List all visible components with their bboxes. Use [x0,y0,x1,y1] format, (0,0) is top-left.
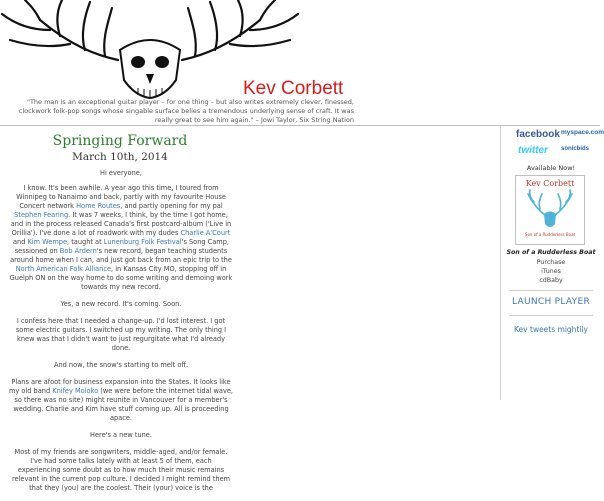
link-charlie-acourt[interactable]: Charlie A'Court [180,229,231,237]
text: Plans are afoot for business expansion into the States. It looks like my old band [8,378,231,395]
post-paragraph: I confess here that I needed a change-up. I'd lost interest. I got some electric guitars. I switched up my writing. The only thing I knew was that I didn't want to just regurgitate what I'd already done. [15,317,227,352]
link-stephen-fearing[interactable]: Stephen Fearing [14,211,69,219]
link-kim-wempe[interactable]: Kim Wempe [27,238,68,246]
link-lunenburg-folk-festival[interactable]: Lunenburg Folk Festival [103,238,182,246]
launch-player-button[interactable]: LAUNCH PLAYER [511,297,591,307]
link-north-american-folk-alliance[interactable]: North American Folk Alliance [15,265,112,273]
sidebar-divider [509,290,593,291]
album-cover[interactable] [515,175,585,245]
site-header [0,0,600,125]
purchase-label: Purchase [536,259,566,266]
post-paragraph: Here's a new tune. [90,431,152,439]
twitter-link[interactable]: twitter [518,145,548,156]
text: . It was 7 weeks, I think, by the time I got home, and in the process released Canada's first postcard-album ('Live in Orillia'). I've done a lot of roadwork with my dudes [10,211,232,237]
post-date: March 10th, 2014 [72,151,168,163]
post-paragraph: Most of my friends are songwriters, middle-aged, and/or female. I've had some talks lately with at least 5 of them, each experiencing some doubt as to how much their music remains relevant in the current pop culture. I decided I might remind them that they (you) are the coolest. Their (your) voice is the [11,448,231,492]
cdbaby-link[interactable]: cdBaby [539,277,563,284]
itunes-link[interactable]: iTunes [541,268,561,275]
site-title[interactable]: Kev Corbett [243,78,344,99]
text: and [12,238,28,246]
twitter-feed-link[interactable]: Kev tweets mightily [514,325,588,334]
blog-post [0,126,500,492]
text: , taught at [67,238,104,246]
text: 's Song Camp, sessioned on [14,238,230,255]
link-bob-ardern[interactable]: Bob Ardern [59,247,97,255]
post-body [8,169,234,501]
myspace-link[interactable]: myspace.com [561,129,604,136]
link-home-routes[interactable]: Home Routes [76,202,121,210]
text: (we were before the internet tidal wave, so there was no site) might reunite in Vancouver for a member's wedding. Charlie and Kim have stuff coming up. All is proceeding apace. [13,387,234,422]
text: 's new record, began teaching students around home when I can, and just got back from an epic trip to the [10,247,232,264]
album-cover-band-name: Kev Corbett [525,179,575,188]
album-title: Son of a Rudderless Boat [506,249,596,256]
post-paragraph [8,184,234,292]
facebook-link[interactable]: facebook [516,129,560,140]
post-paragraph: Yes, a new record. It's coming. Soon. [60,300,182,308]
header-quote: "The man is an exceptional guitar player – for one thing – but also writes extremely clever, finessed, clockwork folk-pop songs whose singable surface belies a tremendous underlying sense of craft. It was really great to see him again." – Jowi Taylor, Six String Nation [18,98,354,124]
album-cover-subtitle: Son of a Rudderless Boat [524,232,576,237]
text: I know. It's been awhile. A year ago this time, I toured from Winnipeg to Nanaimo and back, partly with my favourite House Concert network [16,184,226,210]
post-title[interactable]: Springing Forward [52,133,188,149]
post-greeting: Hi everyone, [100,169,142,177]
post-paragraph [8,378,234,423]
post-paragraph: And now, the snow's starting to melt off. [53,361,189,369]
sidebar [500,126,604,400]
sonicbids-link[interactable]: sonicbids [561,146,590,152]
text: , and partly opening for my pal [120,202,223,210]
link-knifey-moloko[interactable]: Knifey Moloko [52,387,99,395]
sidebar-divider [509,315,593,316]
text: , in Kansas City MO, stopping off in Guelph ON on the way home to do some writing and demoing work towards my new record. [9,265,233,291]
available-now-label: Available Now! [526,164,576,172]
